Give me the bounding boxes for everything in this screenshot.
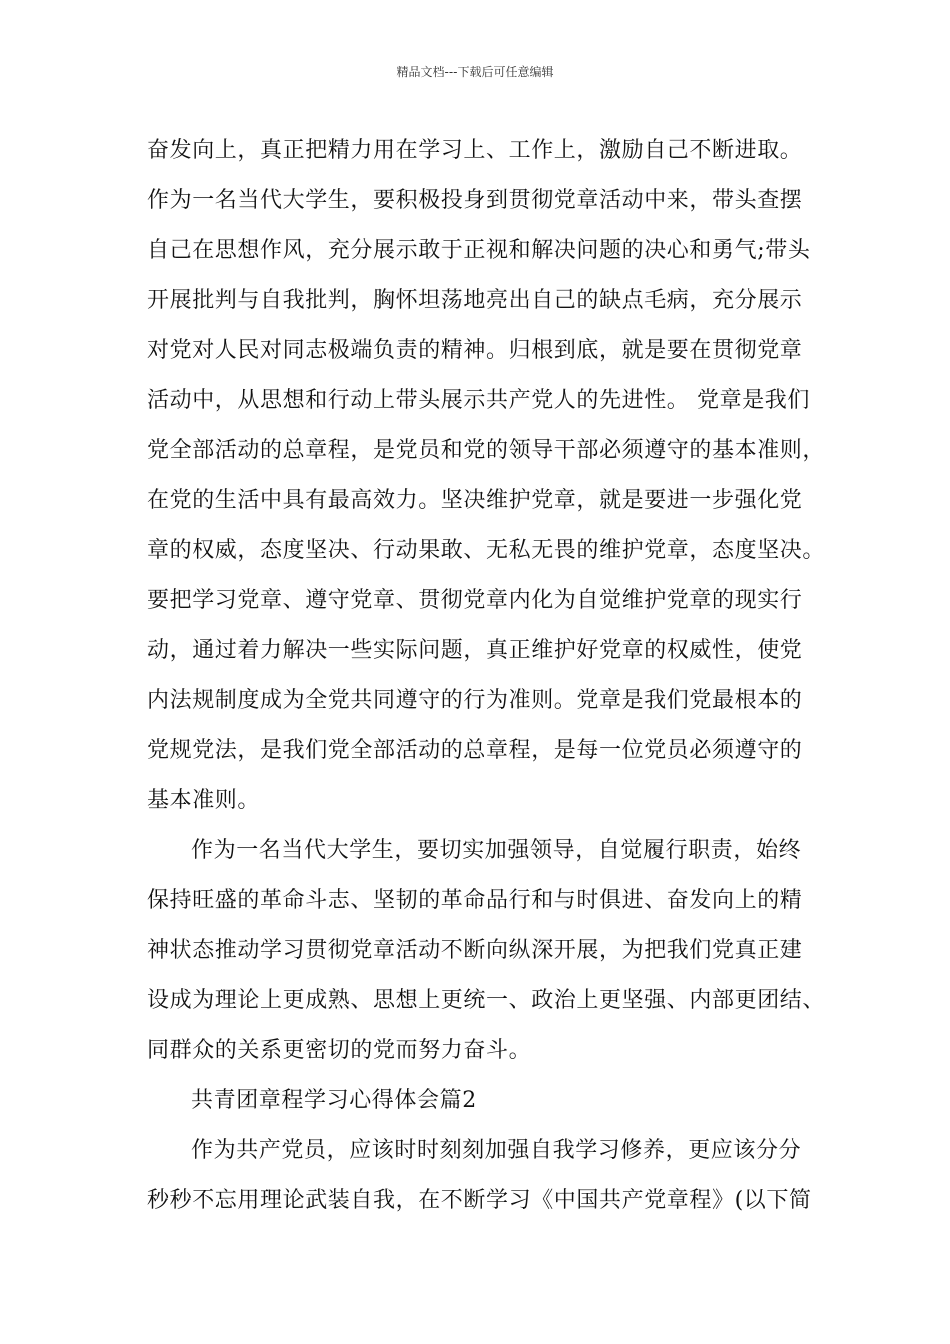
body-line: 党规党法，是我们党全部活动的总章程，是每一位党员必须遵守的 bbox=[147, 738, 803, 763]
body-line: 保持旺盛的革命斗志、坚韧的革命品行和与时俱进、奋发向上的精 bbox=[147, 888, 803, 913]
section-heading: 共青团章程学习心得体会篇2 bbox=[191, 1088, 477, 1113]
paragraph-first-line: 作为一名当代大学生，要切实加强领导，自觉履行职责，始终 bbox=[191, 838, 802, 863]
body-line: 同群众的关系更密切的党而努力奋斗。 bbox=[147, 1038, 532, 1063]
body-line: 内法规制度成为全党共同遵守的行为准则。党章是我们党最根本的 bbox=[147, 688, 803, 713]
body-line: 自己在思想作风，充分展示敢于正视和解决问题的决心和勇气;带头 bbox=[147, 238, 811, 263]
body-line: 在党的生活中具有最高效力。坚决维护党章，就是要进一步强化党 bbox=[147, 488, 803, 513]
body-line: 奋发向上，真正把精力用在学习上、工作上，激励自己不断进取。 bbox=[147, 138, 803, 163]
body-line: 章的权威，态度坚决、行动果敢、无私无畏的维护党章，态度坚决。 bbox=[147, 538, 826, 563]
body-line: 活动中，从思想和行动上带头展示共产党人的先进性。 党章是我们 bbox=[147, 388, 810, 413]
body-line: 设成为理论上更成熟、思想上更统一、政治上更坚强、内部更团结、 bbox=[147, 988, 826, 1013]
body-line: 对党对人民对同志极端负责的精神。归根到底，就是要在贯彻党章 bbox=[147, 338, 803, 363]
body-line: 作为一名当代大学生，要积极投身到贯彻党章活动中来，带头查摆 bbox=[147, 188, 803, 213]
body-line: 动，通过着力解决一些实际问题，真正维护好党章的权威性，使党 bbox=[147, 638, 803, 663]
body-line: 神状态推动学习贯彻党章活动不断向纵深开展，为把我们党真正建 bbox=[147, 938, 803, 963]
body-line: 秒秒不忘用理论武装自我，在不断学习《中国共产党章程》(以下简 bbox=[147, 1188, 812, 1213]
body-line: 基本准则。 bbox=[147, 788, 261, 813]
page-header: 精品文档---下载后可任意编辑 bbox=[396, 65, 554, 79]
body-line: 党全部活动的总章程，是党员和党的领导干部必须遵守的基本准则， bbox=[147, 438, 826, 463]
body-line: 开展批判与自我批判，胸怀坦荡地亮出自己的缺点毛病，充分展示 bbox=[147, 288, 803, 313]
paragraph-first-line: 作为共产党员，应该时时刻刻加强自我学习修养，更应该分分 bbox=[191, 1138, 802, 1163]
body-line: 要把学习党章、遵守党章、贯彻党章内化为自觉维护党章的现实行 bbox=[147, 588, 803, 613]
